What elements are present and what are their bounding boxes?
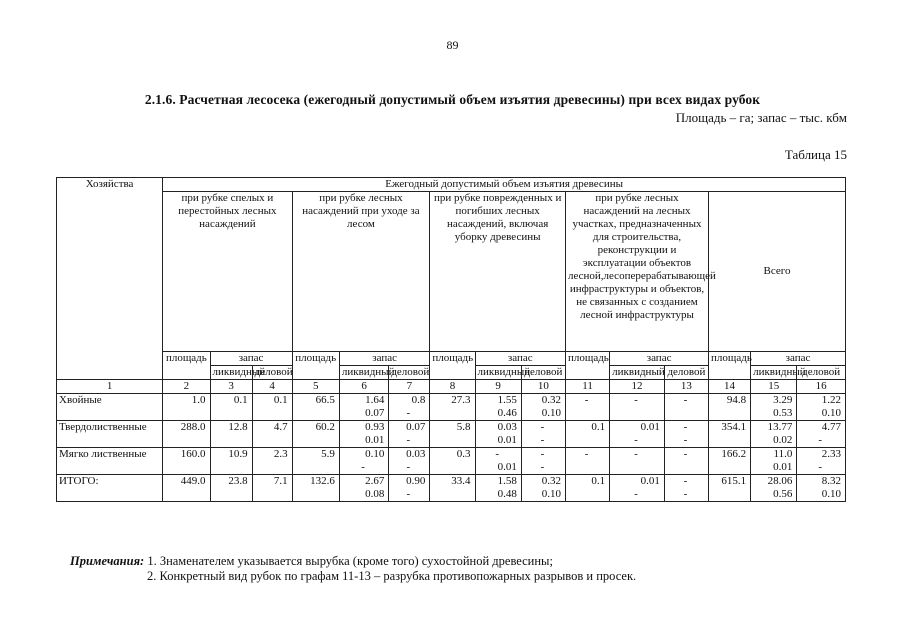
cell-value: 4.7	[273, 421, 288, 433]
table-body	[57, 394, 846, 502]
units-note: Площадь – га; запас – тыс. кбм	[675, 110, 847, 125]
table-cell	[709, 421, 751, 448]
cell-value: 1.55	[497, 394, 517, 406]
sub-stock: запас	[339, 352, 429, 366]
cell-value: 0.90	[406, 475, 426, 487]
table-cell	[521, 394, 565, 421]
cell-value: 0.03	[497, 421, 517, 433]
row-name: ИТОГО:	[57, 475, 163, 502]
sub-liquid: ликвидный	[210, 366, 252, 380]
cell-value: -	[683, 448, 688, 460]
cell-value: -	[634, 394, 638, 406]
cell-denominator: 0.53	[773, 407, 793, 419]
table-cell	[475, 394, 521, 421]
column-number: 7	[389, 380, 430, 394]
cell-value: 10.9	[228, 448, 248, 460]
header-row-groups	[57, 192, 846, 352]
cell-value: -	[634, 448, 638, 460]
group-header-2: при рубке лесных насаждений при уходе за лесом	[292, 192, 430, 352]
table-cell	[430, 448, 475, 475]
table-cell	[389, 394, 430, 421]
table-cell	[664, 421, 708, 448]
cell-value: 1.58	[497, 475, 517, 487]
column-number: 3	[210, 380, 252, 394]
cell-value: 0.03	[406, 448, 426, 460]
table-row	[57, 475, 846, 502]
table-row	[57, 421, 846, 448]
cell-denominator: 0.10	[821, 488, 841, 500]
cell-value: 0.32	[541, 475, 561, 487]
table-cell	[210, 448, 252, 475]
cell-value: 2.67	[365, 475, 385, 487]
table-cell	[163, 394, 210, 421]
column-number: 10	[521, 380, 565, 394]
cell-value: 166.2	[721, 448, 747, 460]
cell-value: 5.9	[321, 448, 335, 460]
cell-value: 0.01	[640, 475, 660, 487]
note-1: 1. Знаменателем указывается вырубка (кроме того) сухостойной древесины;	[147, 554, 553, 568]
cell-value: 66.5	[315, 394, 335, 406]
cell-value: 354.1	[721, 421, 747, 433]
column-number: 11	[565, 380, 609, 394]
cell-denominator: -	[683, 434, 688, 446]
cell-value: 1.22	[821, 394, 841, 406]
cell-value: 0.3	[456, 448, 471, 460]
cell-denominator: 0.10	[821, 407, 841, 419]
cell-value: -	[683, 475, 688, 487]
table-row	[57, 448, 846, 475]
column-number-row	[57, 380, 846, 394]
table-cell	[430, 394, 475, 421]
cell-denominator: -	[540, 461, 545, 473]
table-cell	[339, 475, 388, 502]
sub-business: деловой	[389, 366, 430, 380]
sub-area: площадь	[565, 352, 609, 380]
table-cell	[292, 448, 339, 475]
table-cell	[797, 448, 846, 475]
cell-value: -	[540, 448, 545, 460]
sub-stock: запас	[751, 352, 846, 366]
table-cell	[163, 421, 210, 448]
cell-denominator: 0.01	[773, 461, 793, 473]
table-cell	[210, 394, 252, 421]
table-cell	[389, 475, 430, 502]
table-cell	[339, 448, 388, 475]
table-cell	[709, 448, 751, 475]
sub-business: деловой	[252, 366, 292, 380]
cell-denominator: 0.10	[541, 488, 561, 500]
cell-value: 11.0	[773, 448, 793, 460]
cell-value: -	[584, 394, 589, 406]
column-number: 4	[252, 380, 292, 394]
table-cell	[565, 394, 609, 421]
table-cell	[565, 421, 609, 448]
table-cell	[163, 475, 210, 502]
column-number: 12	[610, 380, 665, 394]
cell-value: 5.8	[456, 421, 471, 433]
cell-denominator: -	[683, 488, 688, 500]
cell-value: 615.1	[721, 475, 747, 487]
group-header-4: при рубке лесных насаждений на лесных участках, предназначенных для строительства, реконструкции и эксплуатации объектов лесной,лесоперерабатывающей инфраструктуры и объектов, не связанных с созданием лесной инфраструктуры	[565, 192, 708, 352]
group-header-3: при рубке поврежденных и погибших лесных насаждений, включая уборку древесины	[430, 192, 566, 352]
cell-value: 0.10	[365, 448, 385, 460]
cell-denominator: -	[406, 407, 411, 419]
cell-value: -	[495, 448, 500, 460]
cell-value: 1.0	[191, 394, 206, 406]
table-cell	[252, 475, 292, 502]
column-number: 16	[797, 380, 846, 394]
table-cell	[292, 394, 339, 421]
sub-stock: запас	[210, 352, 292, 366]
cell-denominator: -	[634, 434, 638, 446]
cell-value: -	[683, 421, 688, 433]
table-cell	[163, 448, 210, 475]
table-cell	[430, 421, 475, 448]
cell-value: 2.33	[821, 448, 841, 460]
row-name: Твердолиственные	[57, 421, 163, 448]
table-cell	[610, 448, 665, 475]
table-cell	[610, 475, 665, 502]
harvest-table	[56, 177, 846, 502]
sub-liquid: ликвидный	[610, 366, 665, 380]
row-name: Хвойные	[57, 394, 163, 421]
col-main-header: Ежегодный допустимый объем изъятия древесины	[163, 178, 846, 192]
column-number: 5	[292, 380, 339, 394]
cell-value: 28.06	[767, 475, 793, 487]
table-cell	[339, 421, 388, 448]
cell-denominator: -	[406, 461, 411, 473]
cell-value: 0.07	[406, 421, 426, 433]
cell-value: 7.1	[273, 475, 288, 487]
table-cell	[475, 448, 521, 475]
table-cell	[610, 421, 665, 448]
cell-denominator: -	[634, 488, 638, 500]
table-cell	[389, 448, 430, 475]
cell-value: 0.01	[640, 421, 660, 433]
header-row-sub	[57, 352, 846, 366]
cell-value: 27.3	[451, 394, 471, 406]
table-cell	[751, 475, 797, 502]
cell-denominator: 0.01	[497, 434, 517, 446]
cell-value: 33.4	[451, 475, 471, 487]
table-cell	[252, 394, 292, 421]
cell-denominator: 0.02	[773, 434, 793, 446]
table-cell	[664, 475, 708, 502]
table-cell	[521, 475, 565, 502]
cell-value: 449.0	[180, 475, 206, 487]
cell-value: 288.0	[180, 421, 206, 433]
cell-value: 0.1	[273, 394, 288, 406]
table-cell	[430, 475, 475, 502]
cell-value: 0.1	[233, 394, 248, 406]
column-number: 8	[430, 380, 475, 394]
cell-denominator: -	[540, 434, 545, 446]
cell-value: -	[683, 394, 688, 406]
group-header-total: Всего	[709, 192, 846, 352]
table-cell	[521, 448, 565, 475]
cell-denominator: -	[818, 434, 822, 446]
sub-area: площадь	[292, 352, 339, 380]
sub-liquid: ликвидный	[475, 366, 521, 380]
cell-value: 0.1	[591, 421, 606, 433]
table-cell	[709, 475, 751, 502]
cell-value: 2.3	[273, 448, 288, 460]
sub-business: деловой	[521, 366, 565, 380]
section-title: 2.1.6. Расчетная лесосека (ежегодный допустимый объем изъятия древесины) при всех видах рубок	[144, 92, 761, 107]
cell-value: 0.32	[541, 394, 561, 406]
table-cell	[797, 394, 846, 421]
note-2: 2. Конкретный вид рубок по графам 11-13 – разрубка противопожарных разрывов и просек.	[147, 569, 637, 583]
table-cell	[475, 475, 521, 502]
sub-liquid: ликвидный	[751, 366, 797, 380]
table-cell	[389, 421, 430, 448]
column-number: 15	[751, 380, 797, 394]
cell-denominator: -	[406, 488, 411, 500]
cell-denominator: -	[406, 434, 411, 446]
cell-value: 23.8	[228, 475, 248, 487]
column-number: 6	[339, 380, 388, 394]
cell-denominator: -	[818, 461, 822, 473]
cell-value: 12.8	[228, 421, 248, 433]
page-number: 89	[446, 38, 459, 52]
table-cell	[709, 394, 751, 421]
table-cell	[210, 475, 252, 502]
cell-value: 13.77	[767, 421, 793, 433]
column-number: 14	[709, 380, 751, 394]
table-cell	[664, 448, 708, 475]
table-cell	[751, 421, 797, 448]
cell-value: 1.64	[365, 394, 385, 406]
cell-denominator: 0.46	[497, 407, 517, 419]
cell-denominator: 0.48	[497, 488, 517, 500]
table-cell	[797, 421, 846, 448]
sub-business: деловой	[797, 366, 846, 380]
sub-area: площадь	[430, 352, 475, 380]
notes-block	[70, 554, 636, 584]
cell-value: 160.0	[180, 448, 206, 460]
cell-denominator: 0.01	[365, 434, 385, 446]
cell-denominator: -	[361, 461, 365, 473]
cell-value: 3.29	[773, 394, 793, 406]
table-cell	[610, 394, 665, 421]
cell-denominator: 0.08	[365, 488, 385, 500]
sub-liquid: ликвидный	[339, 366, 388, 380]
cell-value: 0.93	[365, 421, 385, 433]
cell-denominator: 0.10	[541, 407, 561, 419]
table-cell	[565, 448, 609, 475]
table-cell	[292, 421, 339, 448]
table-cell	[339, 394, 388, 421]
col-farm-header: Хозяйства	[57, 178, 163, 380]
sub-area: площадь	[709, 352, 751, 380]
table-cell	[797, 475, 846, 502]
cell-value: 0.8	[411, 394, 426, 406]
cell-value: 4.77	[821, 421, 841, 433]
cell-value: -	[584, 448, 589, 460]
sub-business: деловой	[664, 366, 708, 380]
column-number: 13	[664, 380, 708, 394]
table-cell	[664, 394, 708, 421]
header-row-main	[57, 178, 846, 192]
table-cell	[751, 448, 797, 475]
table-label: Таблица 15	[784, 147, 847, 162]
sub-stock: запас	[610, 352, 709, 366]
table-cell	[475, 421, 521, 448]
column-number: 2	[163, 380, 210, 394]
table-row	[57, 394, 846, 421]
cell-value: 0.1	[591, 475, 606, 487]
table-cell	[292, 475, 339, 502]
cell-value: 132.6	[310, 475, 335, 487]
column-number: 1	[57, 380, 163, 394]
table-cell	[565, 475, 609, 502]
sub-area: площадь	[163, 352, 210, 380]
row-name: Мягко лиственные	[57, 448, 163, 475]
table-cell	[210, 421, 252, 448]
table-cell	[751, 394, 797, 421]
table-cell	[252, 448, 292, 475]
cell-denominator: 0.07	[365, 407, 385, 419]
table-cell	[521, 421, 565, 448]
cell-value: 8.32	[821, 475, 841, 487]
sub-stock: запас	[475, 352, 565, 366]
cell-value: 94.8	[726, 394, 747, 406]
cell-denominator: 0.01	[497, 461, 517, 473]
cell-value: -	[540, 421, 545, 433]
column-number: 9	[475, 380, 521, 394]
cell-denominator: 0.56	[773, 488, 793, 500]
notes-label: Примечания:	[70, 554, 145, 568]
table-cell	[252, 421, 292, 448]
cell-value: 60.2	[315, 421, 335, 433]
group-header-1: при рубке спелых и перестойных лесных насаждений	[163, 192, 292, 352]
